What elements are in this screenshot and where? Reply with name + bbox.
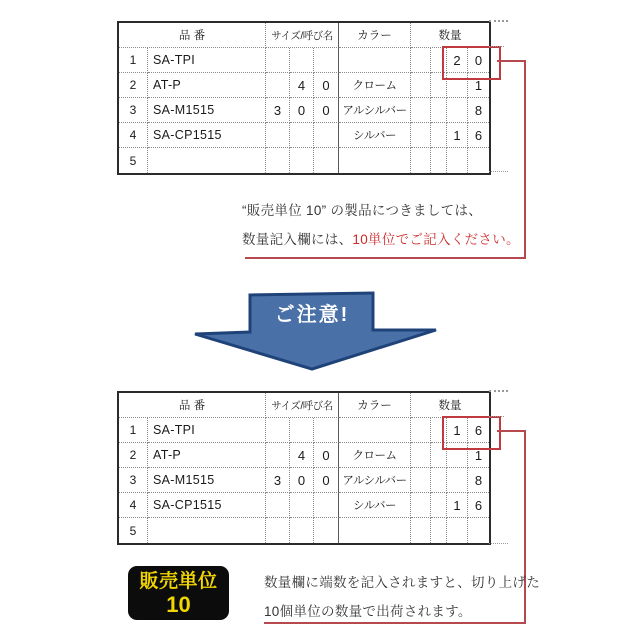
- item-number-cell: [148, 148, 266, 173]
- color-cell: [339, 148, 411, 173]
- size-digit-cell: [314, 518, 339, 543]
- size-digit-cell: [314, 148, 339, 173]
- item-number-cell: AT-P: [148, 73, 266, 98]
- badge-value: 10: [166, 592, 191, 617]
- color-cell: [339, 48, 411, 73]
- qty-digit-cell: [411, 443, 431, 468]
- size-digit-cell: [266, 518, 290, 543]
- dotted-line-stub: [489, 20, 508, 22]
- row-number: 4: [119, 493, 148, 518]
- note-line: 数量記入欄には、10単位でご記入ください。: [242, 232, 520, 247]
- size-digit-cell: 0: [314, 73, 339, 98]
- note-red-text: 10単位でご記入ください。: [352, 232, 520, 247]
- badge-title: 販売単位: [139, 571, 218, 592]
- color-cell: シルバー: [339, 123, 411, 148]
- item-number-cell: SA-CP1515: [148, 493, 266, 518]
- header-quantity: 数量: [411, 23, 489, 48]
- header-item-number: 品 番: [119, 393, 266, 418]
- qty-digit-cell: 1: [468, 73, 489, 98]
- note-line: 数量欄に端数を記入されますと、切り上げた: [264, 575, 540, 590]
- item-number-cell: SA-M1515: [148, 98, 266, 123]
- qty-digit-cell: [411, 48, 431, 73]
- connector-line: [497, 60, 526, 62]
- size-digit-cell: 0: [290, 468, 314, 493]
- qty-digit-cell: 1: [447, 123, 468, 148]
- note-rounding: [264, 568, 540, 626]
- item-number-cell: [148, 518, 266, 543]
- note-line: 10個単位の数量で出荷されます。: [264, 604, 472, 619]
- qty-digit-cell: [447, 148, 468, 173]
- attention-arrow-label: ご注意!: [274, 304, 350, 326]
- connector-line: [524, 60, 526, 259]
- item-number-cell: SA-TPI: [148, 48, 266, 73]
- size-digit-cell: [266, 123, 290, 148]
- connector-line: [497, 430, 526, 432]
- qty-digit-cell: [447, 468, 468, 493]
- header-color: カラー: [339, 23, 411, 48]
- qty-digit-cell: [431, 123, 447, 148]
- qty-digit-cell: [411, 493, 431, 518]
- row-number: 3: [119, 468, 148, 493]
- qty-digit-cell: [431, 493, 447, 518]
- qty-digit-cell: [411, 518, 431, 543]
- size-digit-cell: [290, 493, 314, 518]
- qty-digit-cell: [468, 148, 489, 173]
- size-digit-cell: [314, 48, 339, 73]
- qty-digit-cell: 1: [468, 443, 489, 468]
- size-digit-cell: 0: [314, 443, 339, 468]
- row-number: 2: [119, 73, 148, 98]
- size-digit-cell: [266, 48, 290, 73]
- dotted-line-stub: [489, 543, 508, 544]
- qty-digit-cell: 0: [468, 48, 489, 73]
- qty-digit-cell: [468, 518, 489, 543]
- item-number-cell: SA-M1515: [148, 468, 266, 493]
- size-digit-cell: [314, 493, 339, 518]
- dotted-line-stub: [489, 46, 504, 47]
- size-digit-cell: 4: [290, 443, 314, 468]
- qty-digit-cell: [411, 98, 431, 123]
- qty-digit-cell: 1: [447, 418, 468, 443]
- row-number: 4: [119, 123, 148, 148]
- color-cell: アルシルバー: [339, 98, 411, 123]
- quantity-highlight-box: [442, 416, 501, 450]
- size-digit-cell: 3: [266, 98, 290, 123]
- size-digit-cell: [314, 123, 339, 148]
- header-size: サイズ/呼び名: [266, 23, 339, 48]
- attention-arrow: [190, 289, 440, 374]
- qty-digit-cell: 6: [468, 493, 489, 518]
- size-digit-cell: 3: [266, 468, 290, 493]
- qty-digit-cell: [411, 418, 431, 443]
- header-item-number: 品 番: [119, 23, 266, 48]
- row-number: 1: [119, 48, 148, 73]
- qty-digit-cell: 8: [468, 468, 489, 493]
- connector-underline: [245, 257, 526, 259]
- quantity-highlight-box: [442, 46, 501, 80]
- qty-digit-cell: [447, 98, 468, 123]
- note-line: “販売単位 10” の製品につきましては、: [242, 203, 483, 218]
- qty-digit-cell: [431, 148, 447, 173]
- qty-digit-cell: [447, 518, 468, 543]
- size-digit-cell: 0: [314, 468, 339, 493]
- row-number: 2: [119, 443, 148, 468]
- down-arrow-icon: [190, 289, 440, 374]
- color-cell: クローム: [339, 443, 411, 468]
- row-number: 3: [119, 98, 148, 123]
- qty-digit-cell: 6: [468, 418, 489, 443]
- size-digit-cell: 4: [290, 73, 314, 98]
- size-digit-cell: [266, 73, 290, 98]
- qty-digit-cell: [411, 148, 431, 173]
- note-sales-unit: [242, 196, 520, 254]
- qty-digit-cell: [431, 98, 447, 123]
- size-digit-cell: 0: [290, 98, 314, 123]
- qty-digit-cell: [411, 73, 431, 98]
- size-digit-cell: [290, 123, 314, 148]
- qty-digit-cell: 2: [447, 48, 468, 73]
- item-number-cell: AT-P: [148, 443, 266, 468]
- size-digit-cell: [290, 518, 314, 543]
- color-cell: アルシルバー: [339, 468, 411, 493]
- size-digit-cell: 0: [314, 98, 339, 123]
- color-cell: [339, 518, 411, 543]
- row-number: 1: [119, 418, 148, 443]
- qty-digit-cell: [431, 468, 447, 493]
- qty-digit-cell: 1: [447, 493, 468, 518]
- qty-digit-cell: [411, 468, 431, 493]
- qty-digit-cell: 8: [468, 98, 489, 123]
- header-size: サイズ/呼び名: [266, 393, 339, 418]
- qty-digit-cell: [411, 123, 431, 148]
- header-quantity: 数量: [411, 393, 489, 418]
- color-cell: シルバー: [339, 493, 411, 518]
- item-number-cell: SA-TPI: [148, 418, 266, 443]
- item-number-cell: SA-CP1515: [148, 123, 266, 148]
- qty-digit-cell: [431, 518, 447, 543]
- order-table-bottom: [117, 391, 491, 545]
- qty-digit-cell: 6: [468, 123, 489, 148]
- row-number: 5: [119, 518, 148, 543]
- size-digit-cell: [266, 493, 290, 518]
- size-digit-cell: [290, 418, 314, 443]
- dotted-line-stub: [489, 416, 504, 417]
- dotted-line-stub: [489, 171, 508, 172]
- header-color: カラー: [339, 393, 411, 418]
- size-digit-cell: [290, 48, 314, 73]
- size-digit-cell: [266, 148, 290, 173]
- row-number: 5: [119, 148, 148, 173]
- size-digit-cell: [290, 148, 314, 173]
- size-digit-cell: [314, 418, 339, 443]
- order-table-top: [117, 21, 491, 175]
- size-digit-cell: [266, 443, 290, 468]
- color-cell: クローム: [339, 73, 411, 98]
- dotted-line-stub: [489, 390, 508, 392]
- sales-unit-badge: [128, 566, 229, 620]
- size-digit-cell: [266, 418, 290, 443]
- color-cell: [339, 418, 411, 443]
